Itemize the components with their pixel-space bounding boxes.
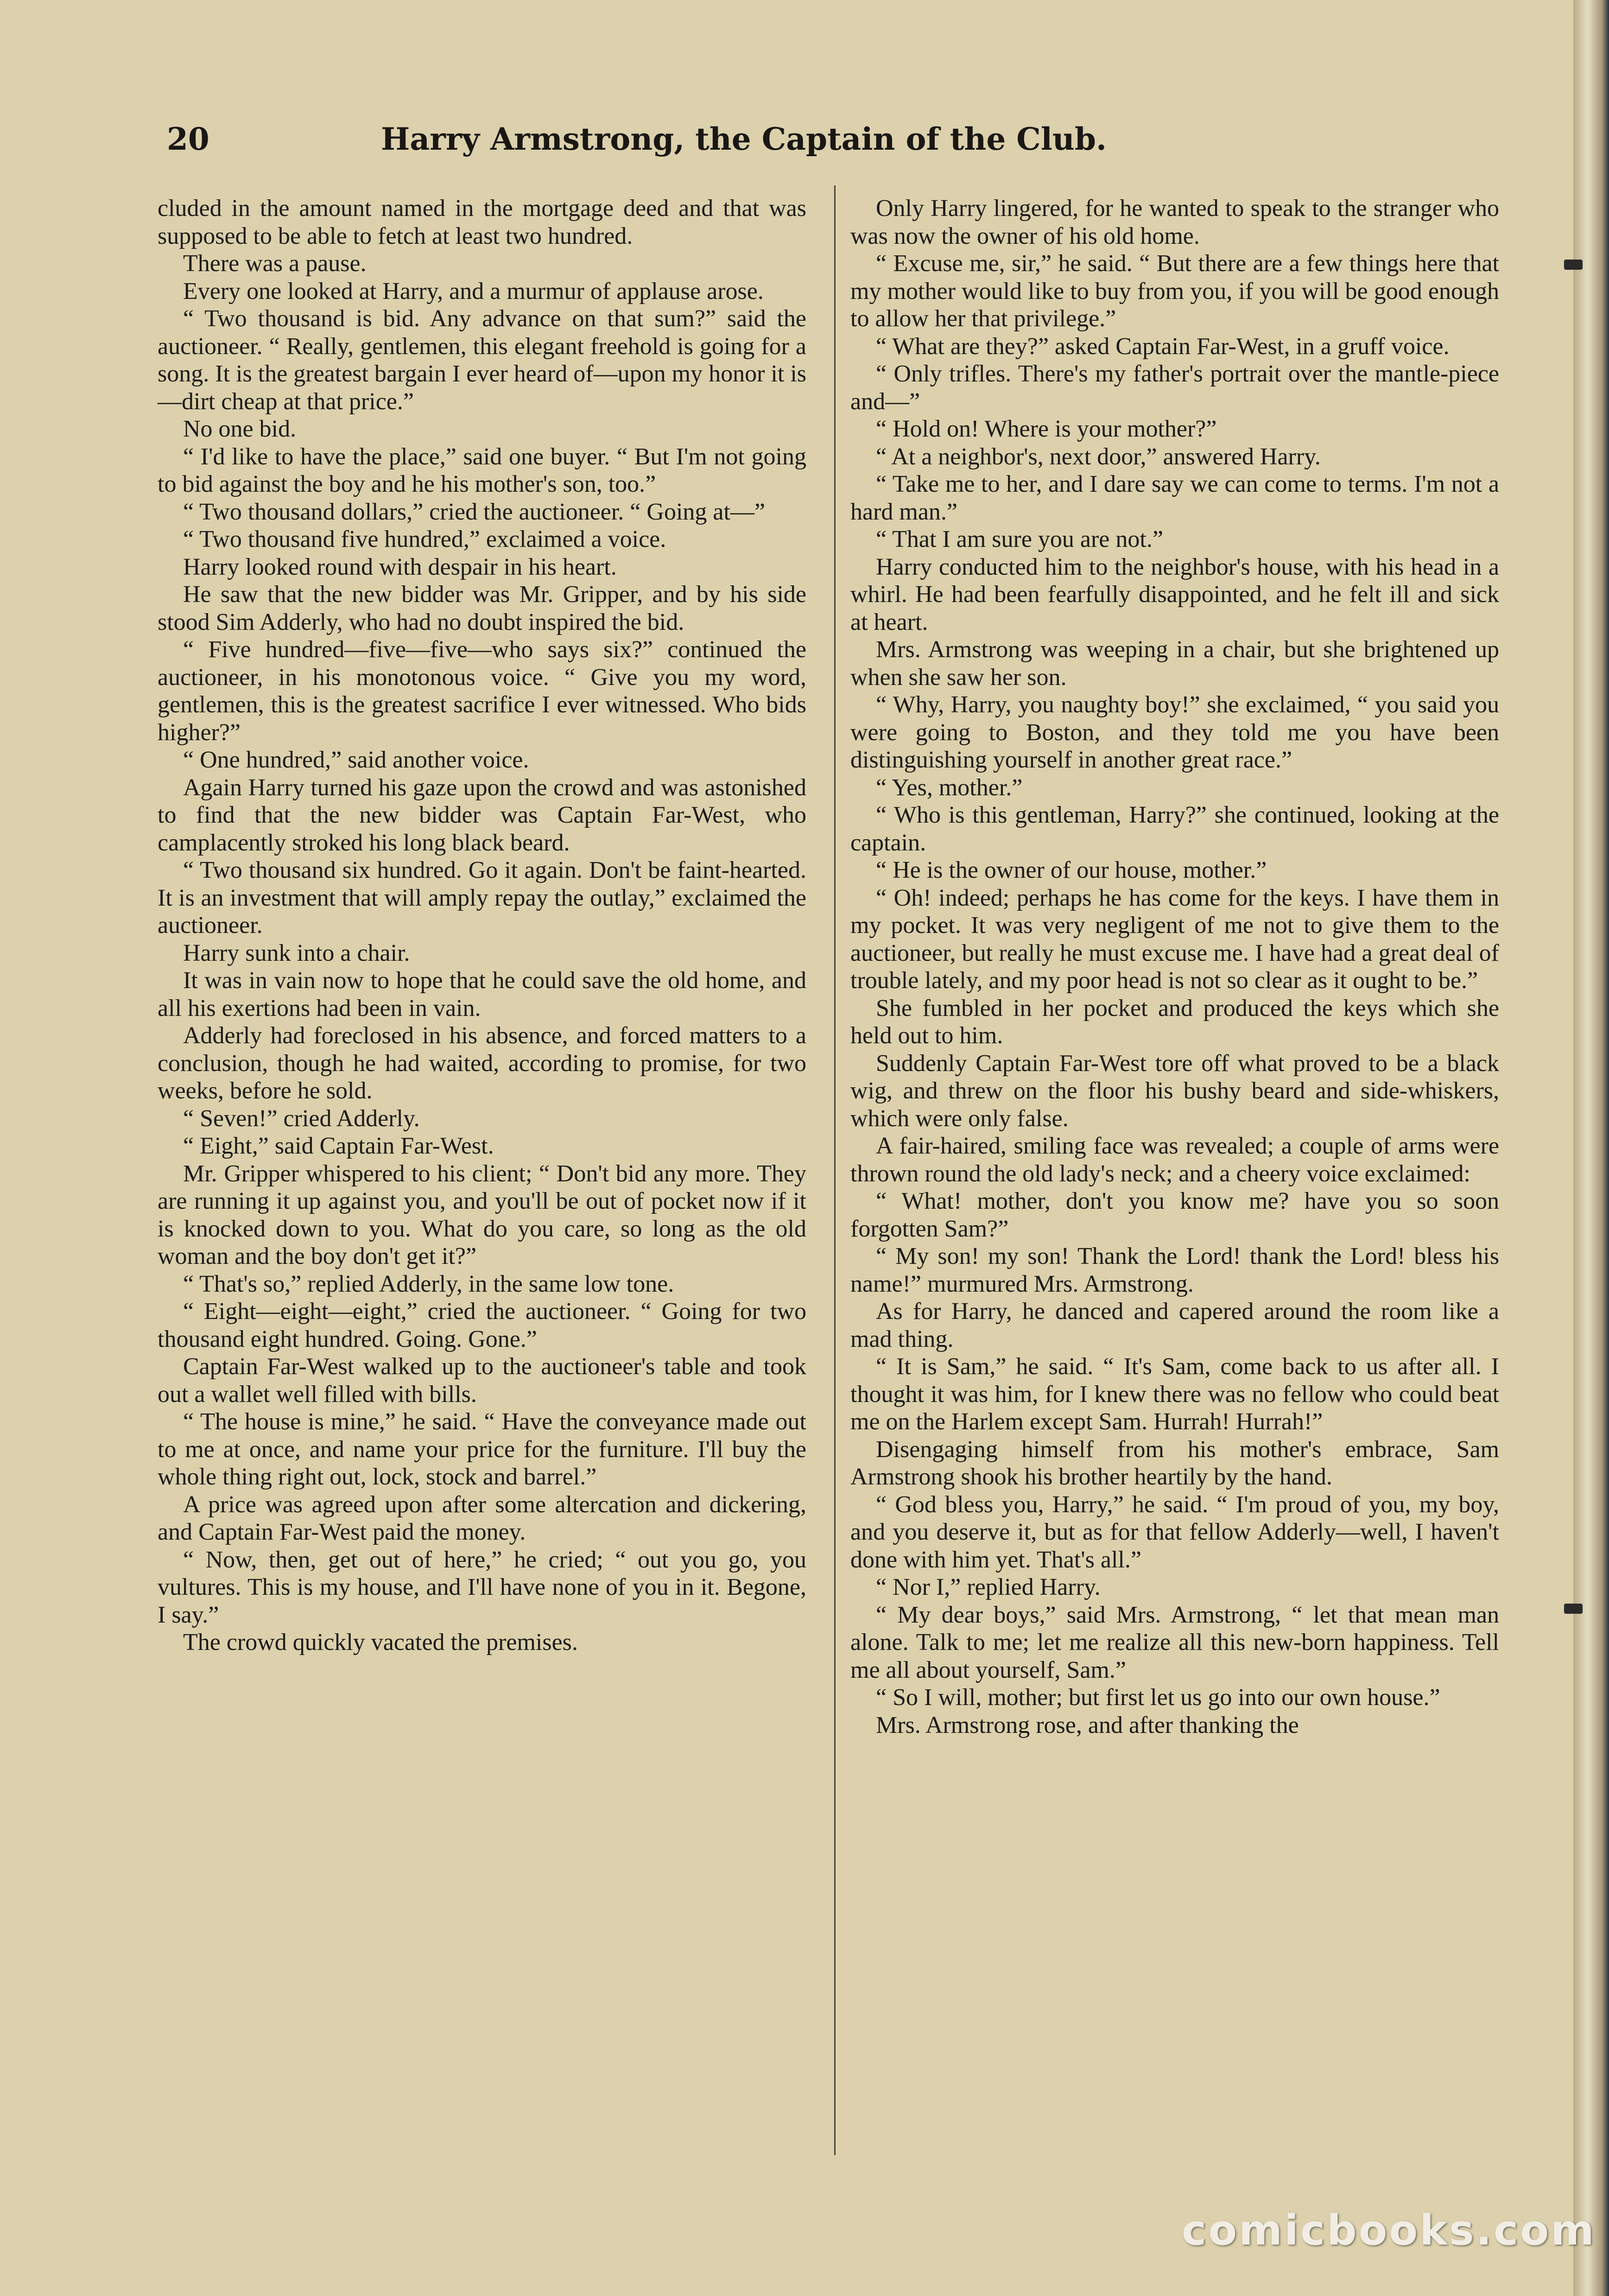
paragraph: The crowd quickly vacated the premises. xyxy=(183,1629,578,1655)
paragraph: A price was agreed upon after some altercation and dickering, and Captain Far-West paid the money. xyxy=(158,1491,806,1545)
staple-mark xyxy=(1564,1604,1583,1614)
paragraph: Mrs. Armstrong rose, and after thanking the xyxy=(876,1712,1299,1738)
paragraph: Again Harry turned his gaze upon the crowd and was astonished to find that the new bidder was Captain Far-West, who camplacently stroked his long black beard. xyxy=(158,774,806,856)
paragraph: “ God bless you, Harry,” he said. “ I'm proud of you, my boy, and you deserve it, but as for that fellow Adderly—well, I haven't done with him yet. That's all.” xyxy=(850,1491,1499,1573)
paragraph: “ Eight—eight—eight,” cried the auctioneer. “ Going for two thousand eight hundred. Going. Gone.” xyxy=(158,1298,806,1352)
paragraph: “ Why, Harry, you naughty boy!” she exclaimed, “ you said you were going to Boston, and they told me you have been distinguishing yourself in another great race.” xyxy=(850,691,1499,773)
paragraph: “ Seven!” cried Adderly. xyxy=(183,1105,420,1132)
paragraph: It was in vain now to hope that he could save the old home, and all his exertions had been in vain. xyxy=(158,967,806,1021)
paragraph: Every one looked at Harry, and a murmur of applause arose. xyxy=(183,278,764,304)
paragraph: “ What are they?” asked Captain Far-West, in a gruff voice. xyxy=(876,333,1450,360)
paragraph: As for Harry, he danced and capered around the room like a mad thing. xyxy=(850,1298,1499,1352)
paragraph: “ Nor I,” replied Harry. xyxy=(876,1574,1101,1600)
paragraph: “ Take me to her, and I dare say we can come to terms. I'm not a hard man.” xyxy=(850,471,1499,525)
page-number: 20 xyxy=(167,121,209,157)
paragraph: “ Two thousand dollars,” cried the auctioneer. “ Going at—” xyxy=(183,498,765,525)
paragraph: “ The house is mine,” he said. “ Have the conveyance made out to me at once, and name your price for the furniture. I'll buy the whole thing right out, lock, stock and barrel.” xyxy=(158,1408,806,1490)
paragraph: “ What! mother, don't you know me? have you so soon forgotten Sam?” xyxy=(850,1188,1499,1242)
paragraph: “ Hold on! Where is your mother?” xyxy=(876,416,1217,442)
paragraph: cluded in the amount named in the mortgage deed and that was supposed to be able to fetch at least two hundred. xyxy=(158,195,806,249)
paragraph: “ Two thousand five hundred,” exclaimed a voice. xyxy=(183,526,666,552)
paragraph: “ That's so,” replied Adderly, in the same low tone. xyxy=(183,1270,674,1297)
paragraph: “ Only trifles. There's my father's portrait over the mantle-piece and—” xyxy=(850,361,1499,415)
page-header xyxy=(167,116,1228,162)
left-text-column xyxy=(158,195,806,1656)
paragraph: “ My dear boys,” said Mrs. Armstrong, “ let that mean man alone. Talk to me; let me realize all this new-born happiness. Tell me all about yourself, Sam.” xyxy=(850,1601,1499,1683)
paragraph: “ Eight,” said Captain Far-West. xyxy=(183,1133,494,1159)
paragraph: A fair-haired, smiling face was revealed; a couple of arms were thrown round the old lady's neck; and a cheery voice exclaimed: xyxy=(850,1133,1499,1187)
paragraph: Suddenly Captain Far-West tore off what proved to be a black wig, and threw on the floor his bushy beard and side-whiskers, which were only false. xyxy=(850,1050,1499,1132)
paragraph: Harry looked round with despair in his heart. xyxy=(183,553,617,580)
paragraph: He saw that the new bidder was Mr. Gripper, and by his side stood Sim Adderly, who had no doubt inspired the bid. xyxy=(158,581,806,635)
running-title: Harry Armstrong, the Captain of the Club. xyxy=(380,121,1107,157)
paragraph: “ Who is this gentleman, Harry?” she continued, looking at the captain. xyxy=(850,802,1499,856)
paragraph: “ It is Sam,” he said. “ It's Sam, come back to us after all. I thought it was him, for I knew there was no fellow who could beat me on the Harlem except Sam. Hurrah! Hurrah!” xyxy=(850,1353,1499,1435)
right-text-column xyxy=(850,195,1499,1739)
paragraph: She fumbled in her pocket and produced the keys which she held out to him. xyxy=(850,995,1499,1049)
paragraph: “ I'd like to have the place,” said one buyer. “ But I'm not going to bid against the boy and he his mother's son, too.” xyxy=(158,443,806,497)
paragraph: Disengaging himself from his mother's embrace, Sam Armstrong shook his brother heartily by the hand. xyxy=(850,1436,1499,1490)
paragraph: “ Five hundred—five—five—who says six?” continued the auctioneer, in his monotonous voice. “ Give you my word, gentlemen, this is the greatest sacrifice I ever witnessed. Who bids higher?” xyxy=(158,636,806,746)
paragraph: “ Yes, mother.” xyxy=(876,774,1023,801)
paragraph: “ At a neighbor's, next door,” answered Harry. xyxy=(876,443,1321,470)
paragraph: “ He is the owner of our house, mother.” xyxy=(876,857,1267,883)
paragraph: “ One hundred,” said another voice. xyxy=(183,747,529,773)
paragraph: No one bid. xyxy=(183,416,297,442)
paragraph: Harry conducted him to the neighbor's house, with his head in a whirl. He had been fearfully disappointed, and he felt ill and sick at heart. xyxy=(850,553,1499,635)
paragraph: “ My son! my son! Thank the Lord! thank the Lord! bless his name!” murmured Mrs. Armstrong. xyxy=(850,1243,1499,1297)
paragraph: Only Harry lingered, for he wanted to speak to the stranger who was now the owner of his old home. xyxy=(850,195,1499,249)
paragraph: “ Oh! indeed; perhaps he has come for the keys. I have them in my pocket. It was very negligent of me not to give them to the auctioneer, but really he must excuse me. I have had a great deal of trouble lately, and my poor head is not so clear as it ought to be.” xyxy=(850,884,1499,994)
paragraph: Mr. Gripper whispered to his client; “ Don't bid any more. They are running it up against you, and you'll be out of pocket now if it is knocked down to you. What do you care, so long as the old woman and the boy don't get it?” xyxy=(158,1160,806,1269)
paragraph: “ Now, then, get out of here,” he cried; “ out you go, you vultures. This is my house, and I'll have none of you in it. Begone, I say.” xyxy=(158,1546,806,1628)
paragraph: “ Excuse me, sir,” he said. “ But there are a few things here that my mother would like to buy from you, if you will be good enough to allow her that privilege.” xyxy=(850,250,1499,332)
staple-mark xyxy=(1564,260,1583,270)
paragraph: Mrs. Armstrong was weeping in a chair, but she brightened up when she saw her son. xyxy=(850,636,1499,691)
paragraph: There was a pause. xyxy=(183,250,367,277)
paragraph: Captain Far-West walked up to the auctioneer's table and took out a wallet well filled with bills. xyxy=(158,1353,806,1408)
binding-spine xyxy=(1573,0,1609,2296)
paragraph: “ Two thousand six hundred. Go it again. Don't be faint-hearted. It is an investment that will amply repay the outlay,” exclaimed the auctioneer. xyxy=(158,857,806,939)
paragraph: “ So I will, mother; but first let us go into our own house.” xyxy=(876,1684,1440,1711)
paragraph: Harry sunk into a chair. xyxy=(183,939,410,966)
watermark: comicbooks.com xyxy=(1182,2206,1596,2255)
column-divider xyxy=(834,185,836,2155)
paragraph: “ Two thousand is bid. Any advance on that sum?” said the auctioneer. “ Really, gentlemen, this elegant freehold is going for a song. It is the greatest bargain I ever heard of—upon my honor it is—dirt cheap at that price.” xyxy=(158,305,806,415)
paragraph: “ That I am sure you are not.” xyxy=(876,526,1163,552)
paragraph: Adderly had foreclosed in his absence, and forced matters to a conclusion, though he had waited, according to promise, for two weeks, before he sold. xyxy=(158,1022,806,1104)
